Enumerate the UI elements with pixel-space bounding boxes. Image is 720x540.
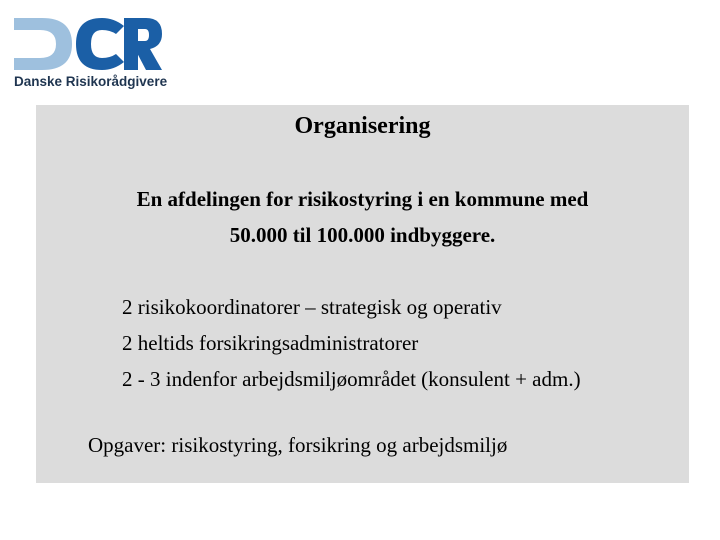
staff-item: 2 risikokoordinatorer – strategisk og operativ <box>122 295 502 319</box>
logo-company-name: Danske Risikorådgivere <box>14 74 168 89</box>
intro-line-2: 50.000 til 100.000 indbyggere. <box>229 223 496 247</box>
company-logo <box>12 14 172 94</box>
logo-mark-icon <box>12 14 172 74</box>
staff-item: 2 heltids forsikringsadministratorer <box>122 331 419 355</box>
content-panel <box>36 105 689 483</box>
tasks-line: Opgaver: risikostyring, forsikring og arbejdsmiljø <box>88 433 508 457</box>
staff-item: 2 - 3 indenfor arbejdsmiljøområdet (konsulent + adm.) <box>122 367 581 391</box>
intro-line-1: En afdelingen for risikostyring i en kommune med <box>136 187 589 211</box>
page-title: Organisering <box>294 113 431 139</box>
